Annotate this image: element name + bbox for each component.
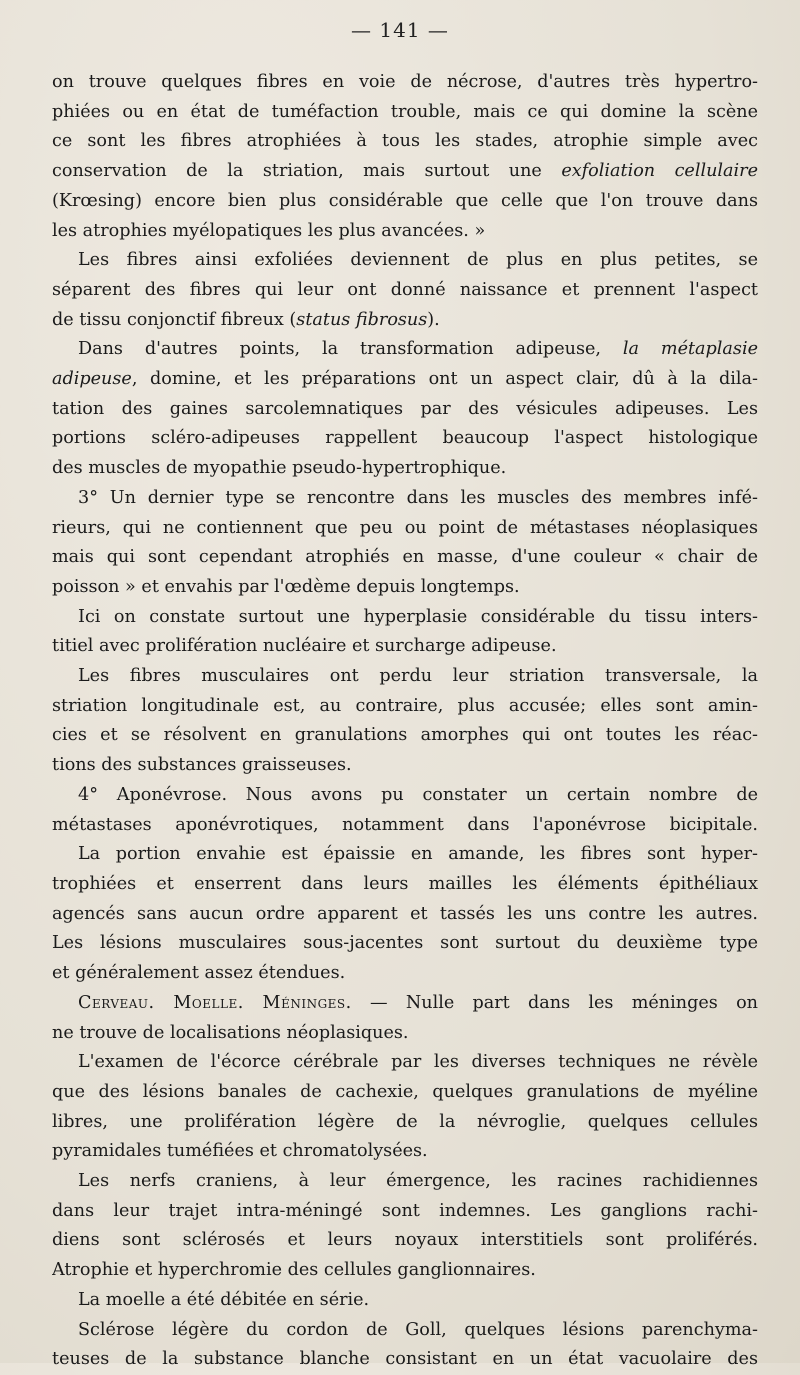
text-line: [52, 335, 758, 365]
text-line: 3° Un dernier type se rencontre dans les muscles des membres infé-: [78, 487, 758, 508]
text-line: Les fibres musculaires ont perdu leur striation transversale, la: [78, 666, 758, 687]
text-line: poisson » et envahis par l'œdème depuis longtemps.: [52, 576, 520, 597]
text-line: séparent des fibres qui leur ont donné naissance et prennent l'aspect: [52, 279, 758, 300]
text-run: conservation de la striation, mais surtout une: [52, 161, 562, 182]
text-line: teuses de la substance blanche consistant en un état vacuolaire des: [52, 1349, 758, 1370]
text-line: L'examen de l'écorce cérébrale par les diverses techniques ne révèle: [78, 1052, 758, 1073]
text-line: cies et se résolvent en granulations amorphes qui ont toutes les réac-: [52, 725, 758, 746]
text-line: des muscles de myopathie pseudo-hypertrophique.: [52, 458, 507, 479]
text-line: métastases aponévrotiques, notamment dans l'aponévrose bicipitale.: [52, 814, 758, 835]
page-number: — 141 —: [351, 18, 449, 42]
text-line: Sclérose légère du cordon de Goll, quelques lésions parenchyma-: [78, 1319, 758, 1340]
text-line: La portion envahie est épaissie en amande, les fibres sont hyper-: [78, 844, 758, 865]
text-line: agencés sans aucun ordre apparent et tassés les uns contre les autres.: [52, 903, 758, 924]
text-line: [52, 989, 758, 1019]
text-line: pyramidales tuméfiées et chromatolysées.: [52, 1141, 428, 1162]
text-line: ce sont les fibres atrophiées à tous les stades, atrophie simple avec: [52, 131, 758, 152]
text-line: ne trouve de localisations néoplasiques.: [52, 1022, 409, 1043]
text-line: dans leur trajet intra-méningé sont indemnes. Les ganglions rachi-: [52, 1200, 758, 1221]
text-run: ).: [427, 309, 440, 330]
italic-text: status fibrosus: [296, 309, 428, 330]
text-line: rieurs, qui ne contiennent que peu ou point de métastases néoplasiques: [52, 517, 758, 538]
text-line: diens sont sclérosés et leurs noyaux interstitiels sont proliférés.: [52, 1230, 758, 1251]
text-line: Les lésions musculaires sous-jacentes sont surtout du deuxième type: [52, 933, 758, 954]
text-line: les atrophies myélopatiques les plus avancées. »: [52, 220, 486, 241]
text-line: (Krœsing) encore bien plus considérable que celle que l'on trouve dans: [52, 190, 758, 211]
body-text: [52, 68, 758, 1375]
text-line: et généralement assez étendues.: [52, 963, 346, 984]
text-line: phiées ou en état de tuméfaction trouble, mais ce qui domine la scène: [52, 101, 758, 122]
text-run: de tissu conjonctif fibreux (: [52, 309, 297, 330]
italic-text: adipeuse: [52, 369, 132, 390]
text-line: titiel avec prolifération nucléaire et surcharge adipeuse.: [52, 636, 557, 657]
text-run: — Nulle part dans les méninges on: [351, 992, 758, 1013]
text-line: libres, une prolifération légère de la névroglie, quelques cellules: [52, 1111, 758, 1132]
text-line: [52, 365, 758, 395]
text-line: que des lésions banales de cachexie, quelques granulations de myéline: [52, 1081, 758, 1102]
text-line: Atrophie et hyperchromie des cellules ganglionnaires.: [52, 1260, 536, 1281]
text-line: [52, 157, 758, 187]
text-line: tation des gaines sarcolemnatiques par des vésicules adipeuses. Les: [52, 398, 758, 419]
text-line: 4° Aponévrose. Nous avons pu constater un certain nombre de: [78, 784, 758, 805]
text-line: striation longitudinale est, au contraire, plus accusée; elles sont amin-: [52, 695, 758, 716]
italic-text: exfoliation cellulaire: [561, 161, 758, 182]
text-line: mais qui sont cependant atrophiés en masse, d'une couleur « chair de: [52, 547, 758, 568]
text-line: trophiées et enserrent dans leurs mailles les éléments épithéliaux: [52, 873, 758, 894]
text-line: [52, 306, 758, 336]
text-line: Les fibres ainsi exfoliées deviennent de plus en plus petites, se: [78, 250, 758, 271]
text-line: on trouve quelques fibres en voie de nécrose, d'autres très hypertro-: [52, 72, 758, 92]
text-line: tions des substances graisseuses.: [52, 755, 352, 776]
text-line: Ici on constate surtout une hyperplasie considérable du tissu inters-: [78, 606, 758, 627]
text-line: La moelle a été débitée en série.: [78, 1289, 370, 1310]
text-line: portions scléro-adipeuses rappellent beaucoup l'aspect histologique: [52, 428, 758, 449]
text-run: , domine, et les préparations ont un aspect clair, dû à la dila-: [131, 369, 758, 390]
italic-text: la métaplasie: [622, 339, 758, 360]
section-heading: Cerveau. Moelle. Méninges.: [78, 992, 352, 1013]
text-run: Dans d'autres points, la transformation adipeuse,: [78, 339, 623, 360]
text-line: Les nerfs craniens, à leur émergence, les racines rachidiennes: [78, 1171, 758, 1192]
